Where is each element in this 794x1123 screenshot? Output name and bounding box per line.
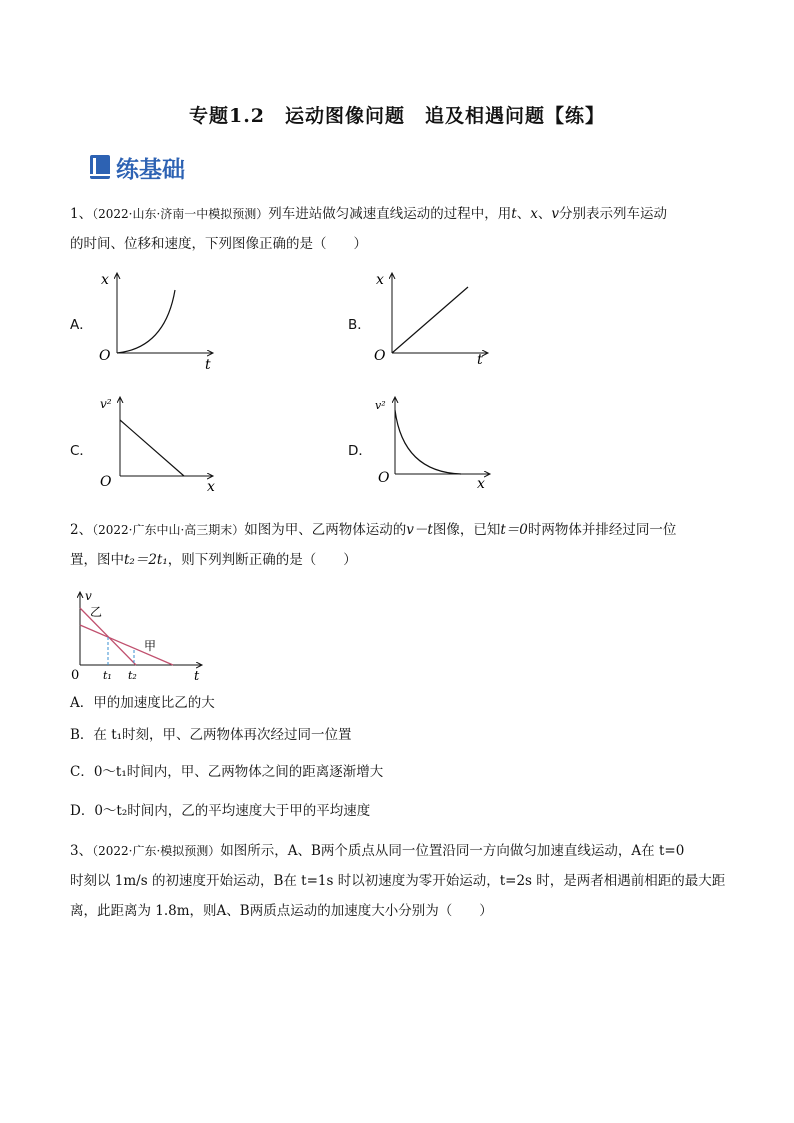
q2-choice-c: C．0～t₁时间内，甲、乙两物体之间的距离逐渐增大	[70, 764, 384, 780]
option-b-label: B．	[348, 317, 371, 333]
graph-c	[98, 394, 228, 499]
line-jia	[80, 625, 173, 665]
option-d-label: D．	[348, 443, 372, 459]
origin-label: O	[100, 474, 112, 490]
section-label: 练基础	[116, 156, 185, 183]
question-1-line-1: 1、（2022·山东·济南一中模拟预测）列车进站做匀减速直线运动的过程中，用t、x、v分别表示列车运动	[70, 206, 667, 222]
x-label: t	[194, 669, 200, 683]
label-yi: 乙	[90, 605, 103, 619]
section-header	[90, 152, 185, 182]
y-label: v²	[375, 399, 386, 412]
option-c-label: C．	[70, 443, 93, 459]
line	[120, 420, 184, 476]
page-title: 专题1.2 运动图像问题 追及相遇问题【练】	[188, 105, 606, 127]
graph-q2-vt	[68, 588, 208, 683]
graph-b	[373, 268, 503, 373]
y-label: v	[85, 589, 92, 603]
question-2	[70, 515, 730, 575]
question-2-line-2: 置，图中t₂＝2t₁，则下列判断正确的是（ ）	[70, 552, 357, 568]
question-1-line-2: 的时间、位移和速度，下列图像正确的是（ ）	[70, 236, 367, 252]
x-label: x	[477, 476, 485, 492]
curve	[117, 290, 175, 353]
option-a-label: A．	[70, 317, 93, 333]
question-2-line-1: 2、（2022·广东中山·高三期末）如图为甲、乙两物体运动的v－t图像，已知t＝0时两物体并排经过同一位	[70, 522, 677, 538]
x-label: t	[477, 352, 483, 368]
label-jia: 甲	[144, 639, 157, 653]
t2-label: t₂	[128, 669, 137, 682]
x-label: t	[205, 357, 211, 373]
curve	[395, 410, 461, 474]
q2-choice-a: A．甲的加速度比乙的大	[70, 695, 215, 711]
y-label: x	[101, 272, 109, 288]
origin-label: O	[378, 470, 390, 486]
x-label: x	[207, 479, 215, 495]
q2-choice-b: B．在 t₁时刻，甲、乙两物体再次经过同一位置	[70, 727, 352, 743]
graph-a	[95, 268, 225, 373]
y-label: x	[376, 272, 384, 288]
origin-label: O	[99, 348, 111, 364]
q2-choice-d: D．0～t₂时间内，乙的平均速度大于甲的平均速度	[70, 803, 371, 819]
question-1	[70, 199, 730, 259]
y-label: v²	[100, 397, 112, 411]
book-icon	[90, 155, 110, 179]
graph-d	[375, 394, 505, 499]
question-3-line-1: 3、（2022·广东·模拟预测）如图所示，A、B两个质点从同一位置沿同一方向做匀加速直线运动，A在 t=0	[70, 843, 685, 859]
question-3-line-3: 离，此距离为 1.8m，则A、B两质点运动的加速度大小分别为（ ）	[70, 903, 493, 919]
line	[392, 287, 468, 353]
origin-label: 0	[71, 668, 80, 683]
question-3	[70, 836, 730, 926]
question-3-line-2: 时刻以 1m/s 的初速度开始运动，B在 t=1s 时以初速度为零开始运动，t=2s 时，是两者相遇前相距的最大距	[70, 873, 726, 889]
origin-label: O	[374, 348, 386, 364]
t1-label: t₁	[103, 669, 112, 682]
